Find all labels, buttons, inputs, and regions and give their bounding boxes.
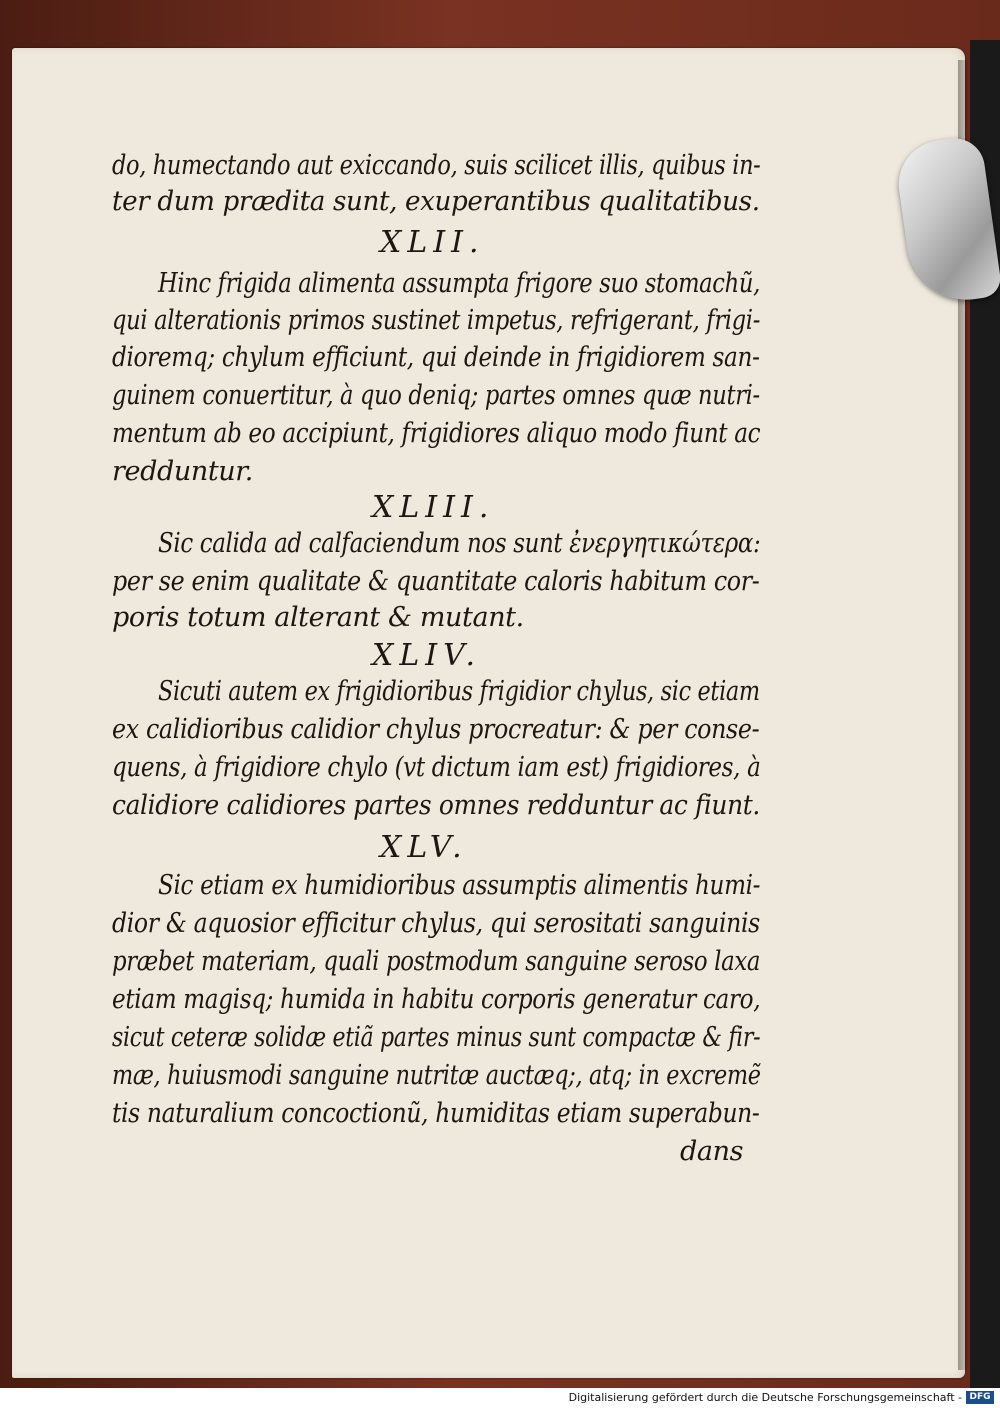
text-line: per se enim qualitate & quantitate caloris habitum cor- [112,566,760,597]
section-heading: XLII. [380,225,485,260]
footer-bar [0,1388,1000,1408]
text-line: ter dum prædita sunt, exuperantibus qualitatibus. [112,186,760,217]
text-line: guinem conuertitur, à quo deniq; partes omnes quæ nutri- [112,380,760,411]
funding-credit: Digitalisierung gefördert durch die Deutsche Forschungsgemeinschaft - [568,1391,962,1404]
catchword: dans [680,1136,744,1167]
text-line: mæ, huiusmodi sanguine nutritæ auctæq;, atq; in excremẽ [112,1060,761,1091]
text-line: dioremq; chylum efficiunt, qui deinde in frigidiorem san- [112,342,760,373]
text-line: qui alterationis primos sustinet impetus, refrigerant, frigi- [112,305,761,336]
text-line: do, humectando aut exiccando, suis scilicet illis, quibus in- [112,150,761,181]
text-line: Sic calida ad calfaciendum nos sunt ἐνεργητικώτερα: [158,528,761,559]
section-heading: XLIV. [372,638,482,673]
text-line: dior & aquosior efficitur chylus, qui serositati sanguinis [112,908,760,939]
text-line: tis naturalium concoctionũ, humiditas etiam superabun- [112,1098,760,1129]
text-line: calidiore calidiores partes omnes redduntur ac fiunt. [112,790,760,821]
section-heading: XLIII. [372,490,495,525]
section-heading: XLV. [380,830,468,865]
text-line: poris totum alterant & mutant. [112,602,524,633]
text-line: mentum ab eo accipiunt, frigidiores aliquo modo fiunt ac [112,418,761,449]
text-line: redduntur. [112,456,253,487]
dfg-logo: DFG [966,1391,994,1404]
text-line: Sicuti autem ex frigidioribus frigidior chylus, sic etiam [158,676,760,707]
text-line: Sic etiam ex humidioribus assumptis alimentis humi- [158,870,761,901]
text-line: ex calidioribus calidior chylus procreatur: & per conse- [112,714,760,745]
text-line: etiam magisq; humida in habitu corporis generatur caro, [112,984,761,1015]
text-line: præbet materiam, quali postmodum sanguine seroso laxa [112,946,761,977]
text-line: sicut ceteræ solidæ etiã partes minus sunt compactæ & fir- [112,1022,761,1053]
text-line: Hinc frigida alimenta assumpta frigore suo stomachũ, [158,268,760,299]
text-line: quens, à frigidiore chylo (vt dictum iam est) frigidiores, à [112,752,761,783]
book-page [12,48,965,1378]
